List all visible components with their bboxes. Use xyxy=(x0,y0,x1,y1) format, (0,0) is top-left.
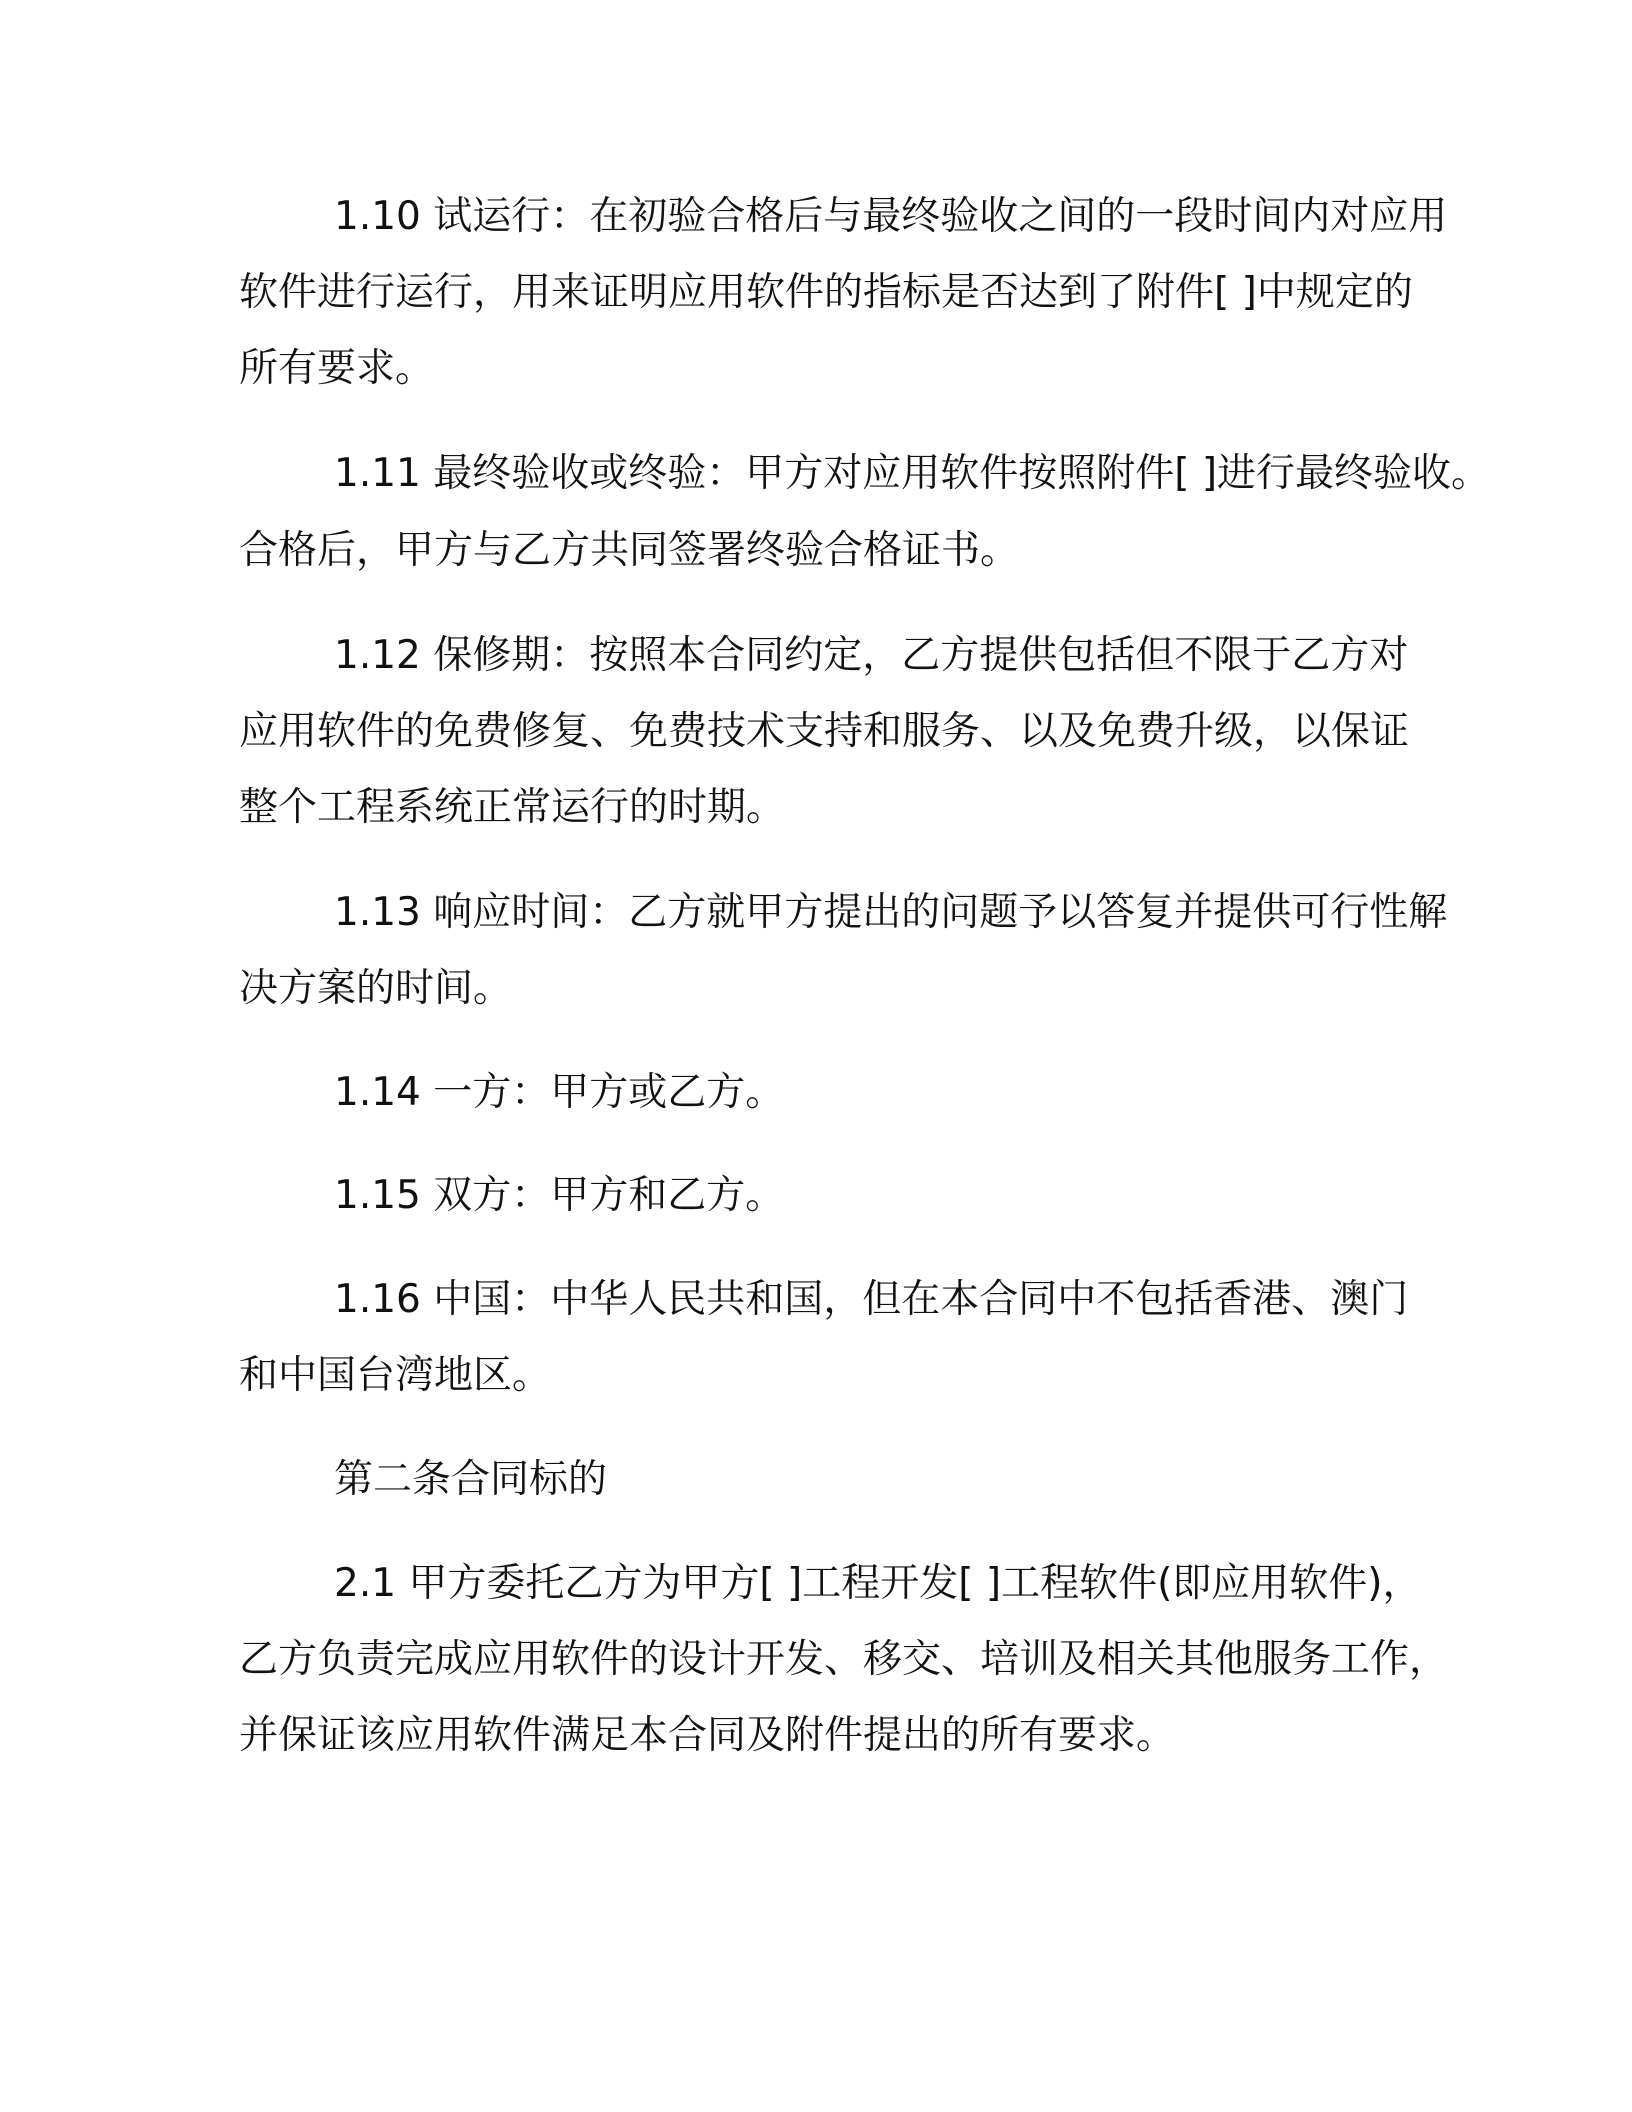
clause-2-1-line-1: 2.1 甲方委托乙方为甲方[ ]工程开发[ ]工程软件(即应用软件)， xyxy=(334,1561,1422,1606)
clause-1-15-line-1: 1.15 双方：甲方和乙方。 xyxy=(334,1173,785,1218)
clause-1-12-line-3: 整个工程系统正常运行的时期。 xyxy=(239,785,786,830)
clause-1-12-line-1: 1.12 保修期：按照本合同约定，乙方提供包括但不限于乙方对 xyxy=(334,633,1409,678)
article-2-heading: 第二条合同标的 xyxy=(334,1457,608,1502)
clause-1-10-line-3: 所有要求。 xyxy=(239,346,435,391)
clause-1-11-line-1: 1.11 最终验收或终验：甲方对应用软件按照附件[ ]进行最终验收。 xyxy=(334,451,1491,496)
clause-1-16-line-2: 和中国台湾地区。 xyxy=(239,1353,552,1398)
clause-1-12-line-2: 应用软件的免费修复、免费技术支持和服务、以及免费升级，以保证 xyxy=(239,709,1410,754)
clause-1-16-line-1: 1.16 中国：中华人民共和国，但在本合同中不包括香港、澳门 xyxy=(334,1277,1409,1322)
clause-1-14-line-1: 1.14 一方：甲方或乙方。 xyxy=(334,1070,785,1115)
clause-1-10-line-2: 软件进行运行，用来证明应用软件的指标是否达到了附件[ ]中规定的 xyxy=(239,270,1413,315)
clause-1-11-line-2: 合格后，甲方与乙方共同签署终验合格证书。 xyxy=(239,528,1020,573)
clause-1-13-line-1: 1.13 响应时间：乙方就甲方提出的问题予以答复并提供可行性解 xyxy=(334,890,1448,935)
clause-1-13-line-2: 决方案的时间。 xyxy=(239,966,513,1011)
clause-2-1-line-3: 并保证该应用软件满足本合同及附件提出的所有要求。 xyxy=(239,1713,1176,1758)
clause-1-10-line-1: 1.10 试运行：在初验合格后与最终验收之间的一段时间内对应用 xyxy=(334,194,1448,239)
clause-2-1-line-2: 乙方负责完成应用软件的设计开发、移交、培训及相关其他服务工作， xyxy=(239,1637,1449,1682)
